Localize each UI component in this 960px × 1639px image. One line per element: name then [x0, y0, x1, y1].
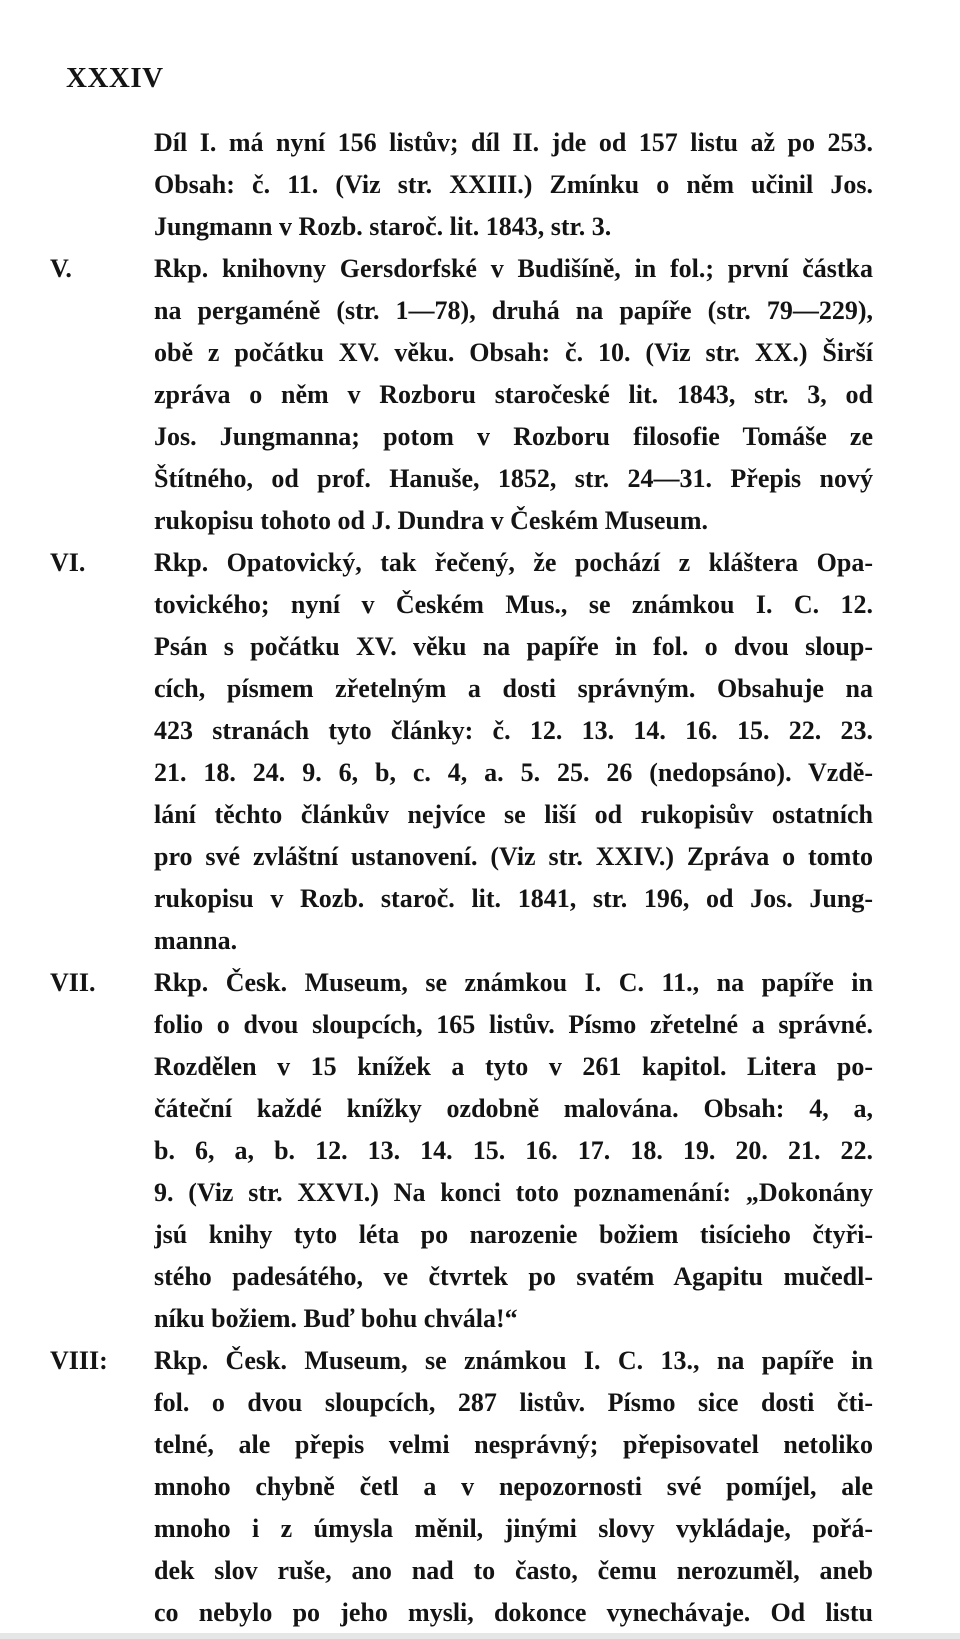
text-line: Díl I. má nyní 156 listův; díl II. jde od 157 listu až po 253.: [154, 128, 873, 157]
text-line: dek slov ruše, ano nad to často, čemu nerozuměl, aneb: [154, 1556, 873, 1585]
text-line: 21. 18. 24. 9. 6, b, c. 4, a. 5. 25. 26 (nedopsáno). Vzdě-: [154, 758, 873, 787]
text-line: Jos. Jungmanna; potom v Rozboru filosofie Tomáše ze: [154, 422, 873, 451]
text-line: telné, ale přepis velmi nesprávný; přepisovatel netoliko: [154, 1430, 873, 1459]
text-line: Psán s počátku XV. věku na papíře in fol. o dvou sloup-: [154, 632, 873, 661]
text-line: rukopisu tohoto od J. Dundra v Českém Museum.: [154, 506, 709, 535]
text-line: stého padesátého, ve čtvrtek po svatém Agapitu mučedl-: [154, 1262, 873, 1291]
page-bottom-edge: [0, 1633, 960, 1639]
text-line: Rkp. Česk. Museum, se známkou I. C. 13., na papíře in: [154, 1346, 873, 1375]
text-line: Rkp. Česk. Museum, se známkou I. C. 11., na papíře in: [154, 968, 873, 997]
text-line: tovického; nyní v Českém Mus., se známkou I. C. 12.: [154, 590, 873, 619]
text-line: Rkp. knihovny Gersdorfské v Budišíně, in fol.; první částka: [154, 254, 873, 283]
page-body: [50, 122, 873, 1634]
page-running-head: XXXIV: [66, 62, 164, 94]
text-line: mnoho i z úmysla měnil, jinými slovy vykládaje, pořá-: [154, 1514, 873, 1543]
manuscript-entry-v: [50, 248, 873, 542]
text-line: na pergaméně (str. 1—78), druhá na papíře (str. 79—229),: [154, 296, 873, 325]
text-line: jsú knihy tyto léta po narozenie božiem tisícieho čtyři-: [154, 1220, 873, 1249]
entry-label: V.: [50, 254, 72, 283]
text-line: pro své zvláštní ustanovení. (Viz str. XXIV.) Zpráva o tomto: [154, 842, 873, 871]
manuscript-entry-vii: [50, 962, 873, 1340]
text-line: manna.: [154, 926, 238, 955]
text-line: folio o dvou sloupcích, 165 listův. Písmo zřetelné a správné.: [154, 1010, 873, 1039]
text-line: čáteční každé knížky ozdobně malována. Obsah: 4, a,: [154, 1094, 873, 1123]
text-line: 423 stranách tyto články: č. 12. 13. 14. 16. 15. 22. 23.: [154, 716, 873, 745]
text-line: fol. o dvou sloupcích, 287 listův. Písmo sice dosti čti-: [154, 1388, 873, 1417]
entry-label: VII.: [50, 968, 96, 997]
text-line: co nebylo po jeho mysli, dokonce vynechávaje. Od listu: [154, 1598, 873, 1627]
text-line: lání těchto článkův nejvíce se liší od rukopisův ostatních: [154, 800, 873, 829]
text-line: cích, písmem zřetelným a dosti správným. Obsahuje na: [154, 674, 873, 703]
text-line: zpráva o něm v Rozboru staročeské lit. 1843, str. 3, od: [154, 380, 873, 409]
entry-label: VIII:: [50, 1346, 108, 1375]
text-line: Štítného, od prof. Hanuše, 1852, str. 24—31. Přepis nový: [154, 464, 873, 493]
text-line: Rkp. Opatovický, tak řečený, že pochází z kláštera Opa-: [154, 548, 873, 577]
text-line: Jungmann v Rozb. staroč. lit. 1843, str. 3.: [154, 212, 612, 241]
manuscript-entry-continuation: [98, 122, 873, 248]
manuscript-entry-vi: [50, 542, 873, 962]
text-line: 9. (Viz str. XXVI.) Na konci toto poznamenání: „Dokonány: [154, 1178, 873, 1207]
text-line: Rozdělen v 15 knížek a tyto v 261 kapitol. Litera po-: [154, 1052, 873, 1081]
text-line: níku božiem. Buď bohu chvála!“: [154, 1304, 518, 1333]
text-line: mnoho chybně četl a v nepozornosti své pomíjel, ale: [154, 1472, 873, 1501]
manuscript-entry-viii: [50, 1340, 873, 1634]
entry-label: VI.: [50, 548, 86, 577]
text-line: rukopisu v Rozb. staroč. lit. 1841, str. 196, od Jos. Jung-: [154, 884, 873, 913]
text-line: obě z počátku XV. věku. Obsah: č. 10. (Viz str. XX.) Širší: [154, 338, 873, 367]
text-line: Obsah: č. 11. (Viz str. XXIII.) Zmínku o něm učinil Jos.: [154, 170, 873, 199]
text-line: b. 6, a, b. 12. 13. 14. 15. 16. 17. 18. 19. 20. 21. 22.: [154, 1136, 873, 1165]
